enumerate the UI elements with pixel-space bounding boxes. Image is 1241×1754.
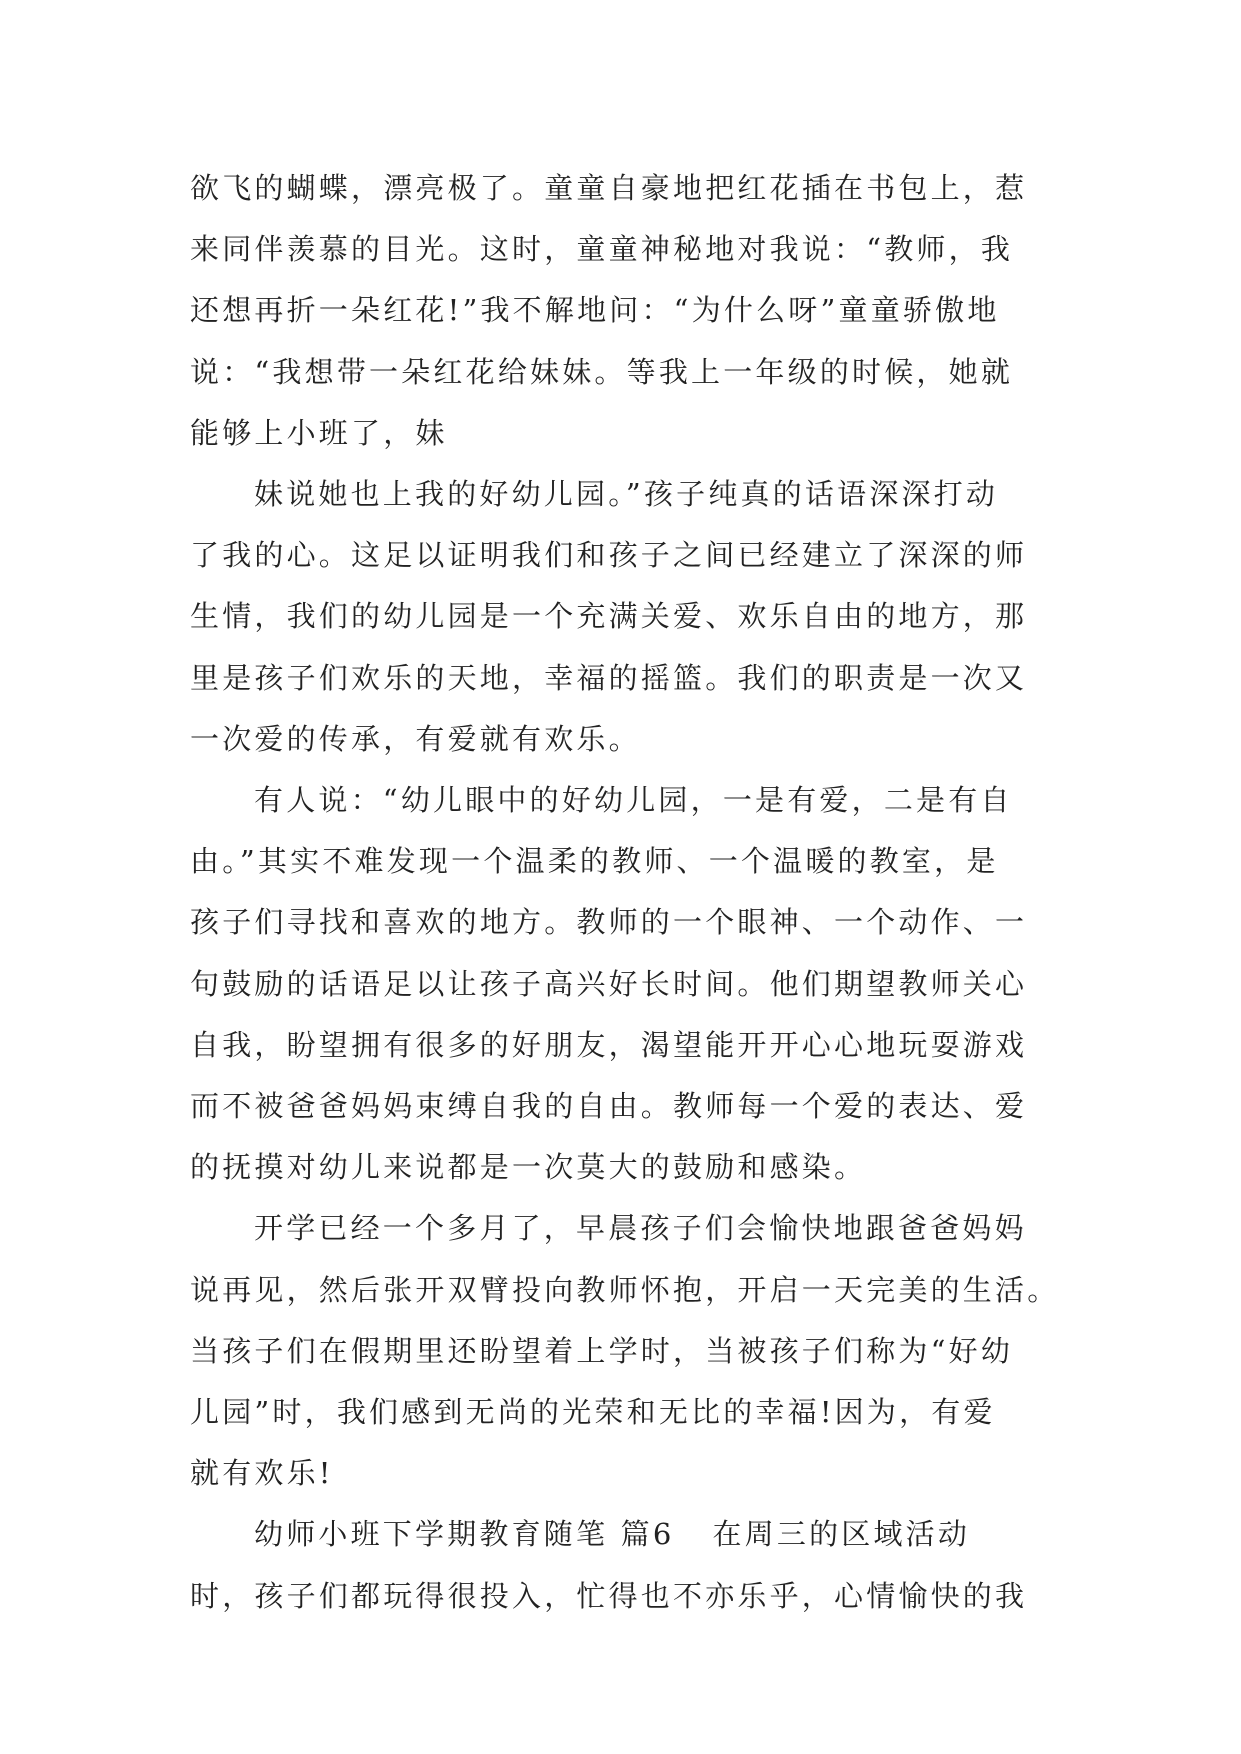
text-line: 还想再折一朵红花!”我不解地问：“为什么呀”童童骄傲地 bbox=[190, 293, 1000, 328]
text-line: 欲飞的蝴蝶，漂亮极了。童童自豪地把红花插在书包上，惹 bbox=[190, 171, 1028, 205]
text-line: 能够上小班了，妹 bbox=[190, 415, 448, 450]
text-line: 当孩子们在假期里还盼望着上学时，当被孩子们称为“好幼 bbox=[190, 1333, 1014, 1368]
text-line: 而不被爸爸妈妈束缚自我的自由。教师每一个爱的表达、爱 bbox=[190, 1089, 1028, 1124]
text-line: 儿园”时，我们感到无尚的光荣和无比的幸福!因为，有爱 bbox=[190, 1395, 996, 1430]
text-line: 有人说：“幼儿眼中的好幼儿园，一是有爱，二是有自 bbox=[254, 783, 1013, 818]
text-line: 妹说她也上我的好幼儿园。”孩子纯真的话语深深打动 bbox=[254, 477, 999, 512]
text-line: 来同伴羡慕的目光。这时，童童神秘地对我说：“教师，我 bbox=[190, 232, 1014, 267]
text-line: 由。”其实不难发现一个温柔的教师、一个温暖的教室，是 bbox=[190, 844, 999, 879]
paragraph-5 bbox=[190, 1504, 1052, 1626]
text-line bbox=[190, 1504, 1052, 1565]
text-line: 孩子们寻找和喜欢的地方。教师的一个眼神、一个动作、一 bbox=[190, 905, 1028, 940]
text-line: 生情，我们的幼儿园是一个充满关爱、欢乐自由的地方，那 bbox=[190, 599, 1028, 634]
paragraph-3 bbox=[190, 770, 1052, 1198]
paragraph-4 bbox=[190, 1198, 1060, 1504]
text-line: 说再见，然后张开双臂投向教师怀抱，开启一天完美的生活。 bbox=[190, 1272, 1060, 1307]
text-line: 句鼓励的话语足以让孩子高兴好长时间。他们期望教师关心 bbox=[190, 966, 1028, 1001]
text-line: 就有欢乐! bbox=[190, 1456, 334, 1491]
text-line: 的抚摸对幼儿来说都是一次莫大的鼓励和感染。 bbox=[190, 1150, 867, 1185]
text-line: 时，孩子们都玩得很投入，忙得也不亦乐乎，心情愉快的我 bbox=[190, 1578, 1028, 1613]
text-line: 里是孩子们欢乐的天地，幸福的摇篮。我们的职责是一次又 bbox=[190, 660, 1028, 695]
section-heading: 幼师小班下学期教育随笔 篇6 bbox=[254, 1517, 675, 1552]
text-line: 了我的心。这足以证明我们和孩子之间已经建立了深深的师 bbox=[190, 538, 1028, 573]
text-line: 说：“我想带一朵红花给妹妹。等我上一年级的时候，她就 bbox=[190, 354, 1014, 389]
paragraph-2 bbox=[190, 464, 1052, 770]
text-line: 自我，盼望拥有很多的好朋友，渴望能开开心心地玩耍游戏 bbox=[190, 1027, 1028, 1062]
text-line: 一次爱的传承，有爱就有欢乐。 bbox=[190, 721, 641, 756]
text-line: 开学已经一个多月了，早晨孩子们会愉快地跟爸爸妈妈 bbox=[254, 1211, 1027, 1246]
text-fragment: 在周三的区域活动 bbox=[712, 1517, 971, 1552]
paragraph-1 bbox=[190, 158, 1052, 464]
document-body bbox=[190, 158, 1060, 1627]
